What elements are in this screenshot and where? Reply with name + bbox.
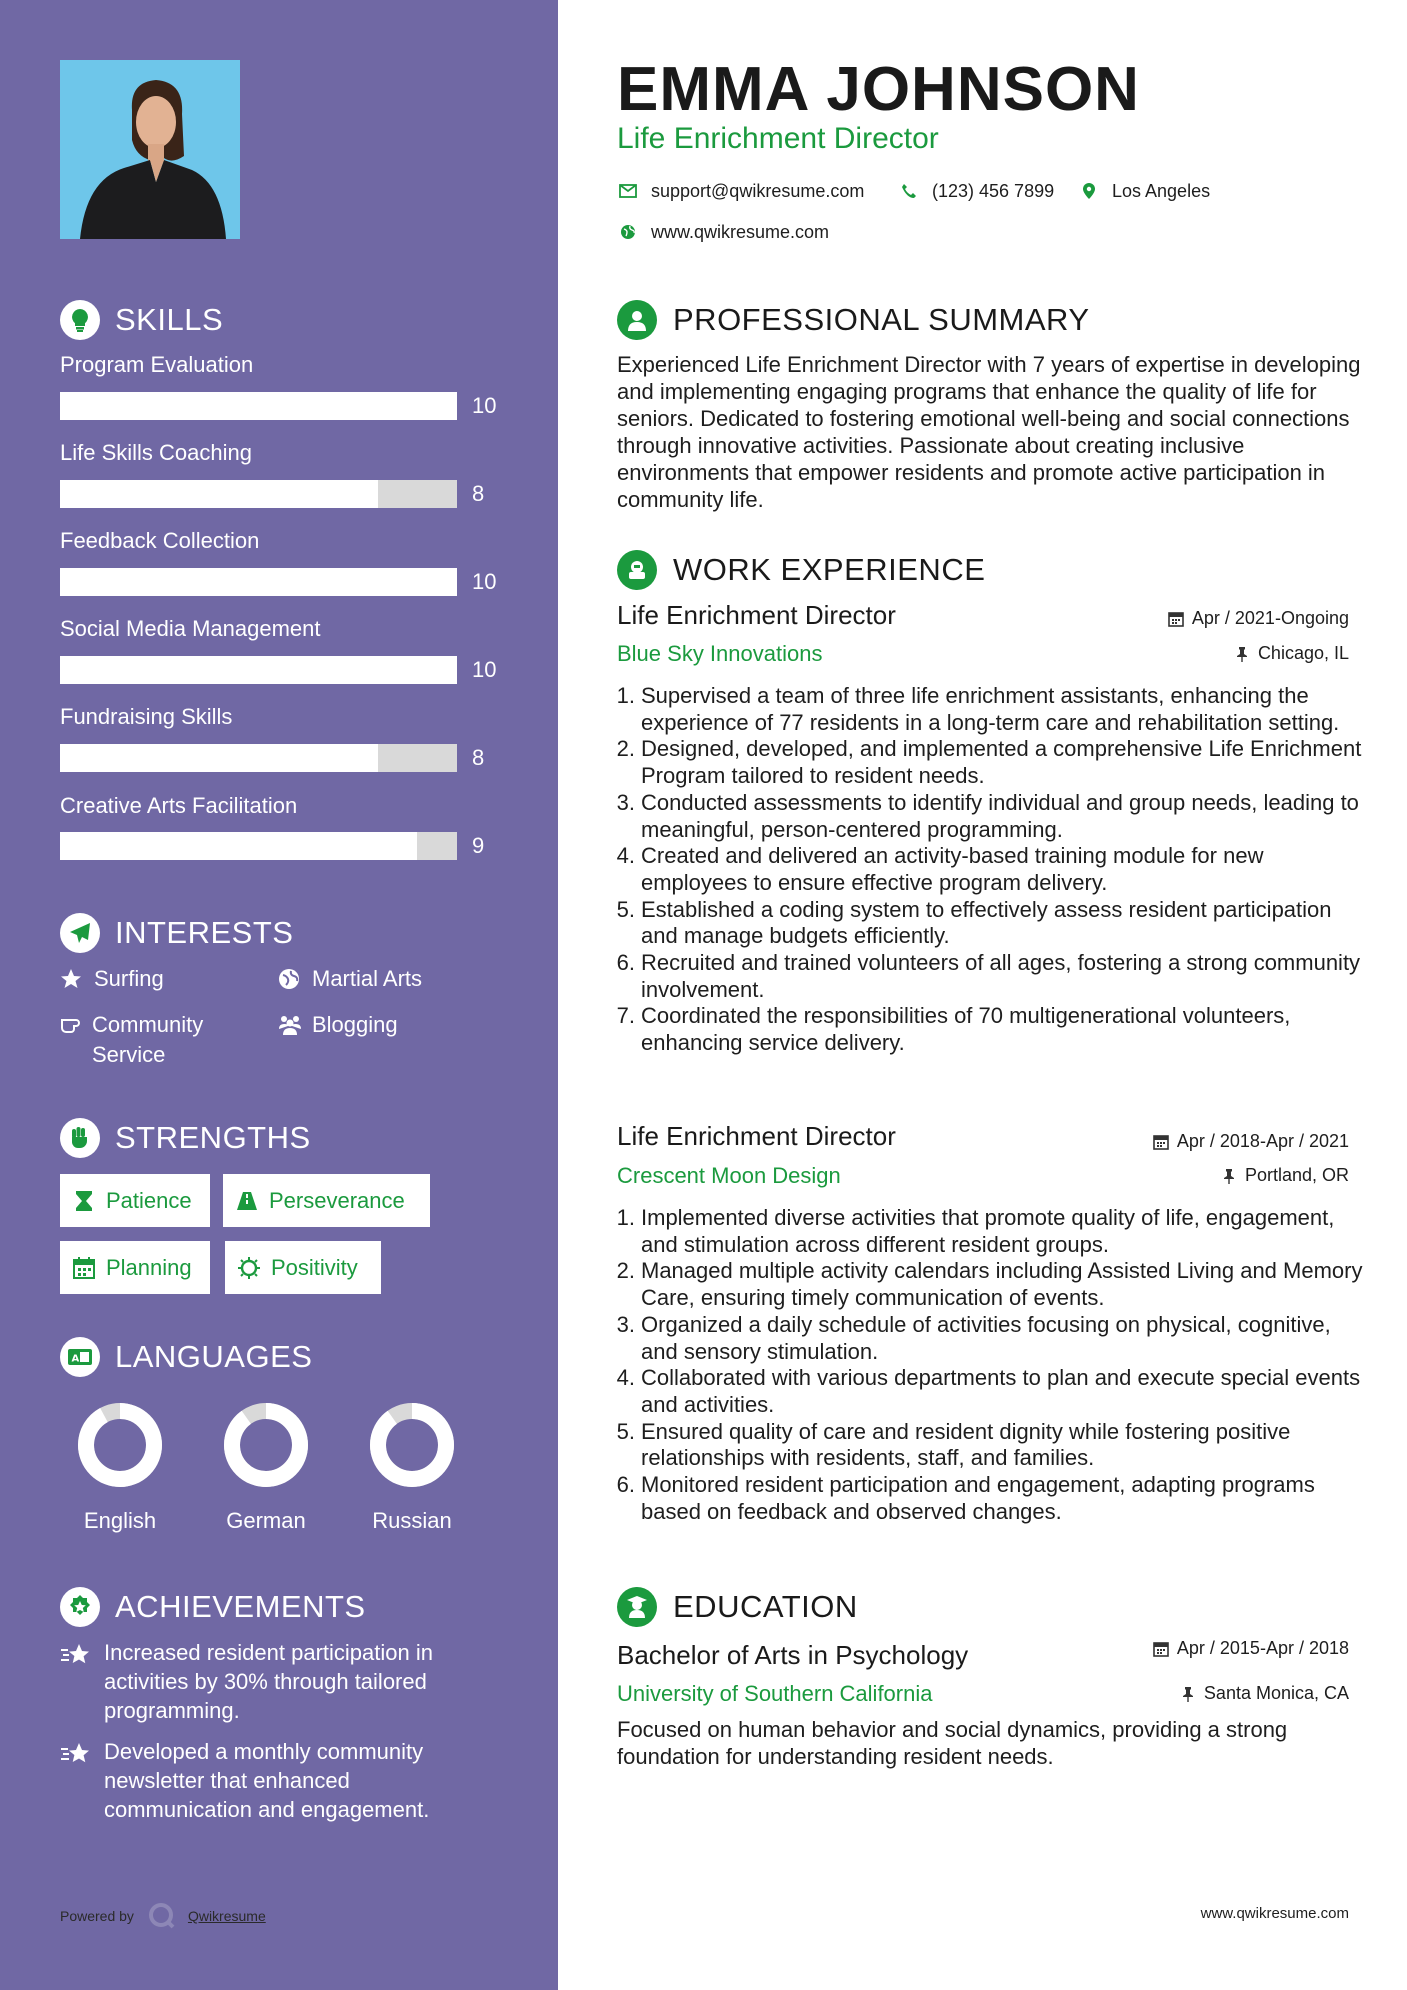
- skill-bar-fill: [60, 656, 457, 684]
- calendar-icon: [1151, 1639, 1171, 1659]
- skills-header: [60, 300, 223, 340]
- shooting-star-icon: [60, 1638, 94, 1725]
- skill-bar-fill: [60, 392, 457, 420]
- paper-plane-icon: [60, 913, 100, 953]
- list-item: 1. Implemented diverse activities that promote quality of life, engagement, and stimulation across different resident groups.: [605, 1205, 1365, 1258]
- pushpin-icon: [1178, 1684, 1198, 1704]
- profile-photo: [60, 60, 240, 239]
- contact-location: [1078, 180, 1210, 202]
- strength-label: Patience: [106, 1187, 192, 1213]
- interests-header: [60, 913, 293, 953]
- summary-title: PROFESSIONAL SUMMARY: [673, 302, 1090, 337]
- skill-bar: [60, 744, 457, 772]
- job-bullets: [605, 683, 1365, 1057]
- map-pin-icon: [1078, 180, 1100, 202]
- location-text: Los Angeles: [1112, 180, 1211, 201]
- email-text: support@qwikresume.com: [651, 180, 865, 201]
- star-icon: [60, 964, 84, 994]
- skill-value: 9: [472, 833, 485, 858]
- strength-label: Perseverance: [269, 1187, 405, 1213]
- skill-label: Creative Arts Facilitation: [60, 793, 298, 818]
- education-title: EDUCATION: [673, 1589, 858, 1624]
- hand-icon: [60, 1010, 82, 1040]
- job-location-text: Chicago, IL: [1257, 643, 1349, 663]
- powered-by-brand-link[interactable]: Qwikresume: [187, 1908, 266, 1924]
- list-item: 3. Organized a daily schedule of activities focusing on physical, cognitive, and sensory stimulation.: [605, 1312, 1365, 1365]
- skill-value: 10: [472, 657, 497, 682]
- list-item: 6. Recruited and trained volunteers of all ages, fostering a strong community involvement.: [605, 950, 1365, 1003]
- contact-website[interactable]: [617, 221, 829, 243]
- calendar-icon: [1166, 609, 1186, 629]
- summary-header: [617, 300, 1090, 340]
- interest-label: Martial Arts: [312, 966, 423, 991]
- job-company: Crescent Moon Design: [617, 1163, 841, 1188]
- skill-bar: [60, 392, 457, 420]
- bullet-text: Supervised a team of three life enrichment assistants, enhancing the experience of 77 residents in a long-term care and rehabilitation setting.: [641, 683, 1340, 735]
- briefcase-icon: [617, 550, 657, 590]
- language-label: Russian: [372, 1508, 452, 1533]
- list-item: 6. Monitored resident participation and engagement, adapting programs based on feedback and observed changes.: [605, 1472, 1365, 1525]
- achievements-header: [60, 1587, 366, 1627]
- education-location: [1178, 1683, 1349, 1704]
- bullet-text: Organized a daily schedule of activities focusing on physical, cognitive, and sensory stimulation.: [641, 1311, 1331, 1364]
- interest-item: [278, 964, 422, 994]
- job-dates-text: Apr / 2021-Ongoing: [1191, 608, 1349, 628]
- achievement-text: Increased resident participation in activities by 30% through tailored programming.: [104, 1640, 433, 1723]
- phone-icon: [898, 180, 920, 202]
- skill-bar-fill: [60, 480, 378, 508]
- achievement-item: [60, 1737, 500, 1824]
- hourglass-icon: [72, 1189, 96, 1213]
- experience-title: WORK EXPERIENCE: [673, 552, 986, 587]
- list-item: 4. Collaborated with various departments to plan and execute special events and activities.: [605, 1365, 1365, 1418]
- skill-label: Social Media Management: [60, 616, 321, 641]
- sun-icon: [237, 1256, 261, 1280]
- bullet-text: Collaborated with various departments to plan and execute special events and activities.: [641, 1365, 1361, 1417]
- contact-email[interactable]: [617, 180, 864, 202]
- language-label: German: [226, 1508, 306, 1533]
- strength-label: Positivity: [271, 1254, 358, 1280]
- skill-bar: [60, 656, 457, 684]
- qwikresume-logo-icon: [148, 1902, 176, 1930]
- list-item: 2. Managed multiple activity calendars including Assisted Living and Memory Care, ensuring timely communication of events.: [605, 1258, 1365, 1311]
- shooting-star-icon: [60, 1737, 94, 1824]
- phone-text: (123) 456 7899: [932, 180, 1055, 201]
- bullet-text: Ensured quality of care and resident dignity while fostering positive relationships with residents, staff, and families.: [641, 1418, 1291, 1471]
- calendar-icon: [1151, 1132, 1171, 1152]
- list-item: 1. Supervised a team of three life enrichment assistants, enhancing the experience of 77 residents in a long-term care and rehabilitation setting.: [605, 683, 1365, 736]
- education-header: [617, 1587, 858, 1627]
- language-label: English: [83, 1508, 157, 1533]
- graduation-icon: [617, 1587, 657, 1627]
- user-icon: [617, 300, 657, 340]
- lightbulb-icon: [60, 300, 100, 340]
- bullet-text: Designed, developed, and implemented a comprehensive Life Enrichment Program tailored to resident needs.: [641, 736, 1362, 789]
- list-item: 7. Coordinated the responsibilities of 70 multigenerational volunteers, enhancing service delivery.: [605, 1003, 1365, 1056]
- skill-value: 8: [472, 745, 485, 770]
- contact-phone[interactable]: [898, 180, 1054, 202]
- strength-badge: [60, 1241, 210, 1294]
- job-title: Life Enrichment Director: [617, 122, 939, 155]
- interests-title: INTERESTS: [115, 915, 294, 950]
- fist-icon: [60, 1118, 100, 1158]
- skill-value: 8: [472, 481, 485, 506]
- bullet-text: Coordinated the responsibilities of 70 multigenerational volunteers, enhancing service delivery.: [641, 1003, 1291, 1056]
- interest-label: Surfing: [94, 966, 164, 991]
- skill-label: Fundraising Skills: [60, 704, 233, 729]
- road-icon: [235, 1189, 259, 1213]
- award-icon: [60, 1587, 100, 1627]
- list-item: 3. Conducted assessments to identify individual and group needs, leading to meaningful, person-centered programming.: [605, 790, 1365, 843]
- website-text: www.qwikresume.com: [651, 221, 830, 242]
- job-role: Life Enrichment Director: [617, 600, 896, 630]
- language-ring: [221, 1400, 311, 1490]
- job-dates-text: Apr / 2018-Apr / 2021: [1176, 1131, 1349, 1151]
- job-dates: [1166, 608, 1349, 629]
- experience-header: [617, 550, 985, 590]
- footer-website[interactable]: www.qwikresume.com: [1200, 1905, 1349, 1922]
- language-ring-fill: [232, 1411, 300, 1479]
- strengths-header: [60, 1118, 311, 1158]
- candidate-name: EMMA JOHNSON: [617, 55, 1140, 124]
- globe-icon: [617, 221, 639, 243]
- skill-label: Life Skills Coaching: [60, 440, 252, 465]
- skill-label: Program Evaluation: [60, 352, 254, 377]
- education-description: Focused on human behavior and social dynamics, providing a strong foundation for understanding resident needs.: [617, 1717, 1288, 1769]
- skill-value: 10: [472, 569, 497, 594]
- job-company: Blue Sky Innovations: [617, 641, 823, 666]
- skill-bar-fill: [60, 568, 457, 596]
- list-item: 5. Ensured quality of care and resident dignity while fostering positive relationships with residents, staff, and families.: [605, 1419, 1365, 1472]
- bullet-text: Created and delivered an activity-based training module for new employees to ensure effective program delivery.: [641, 843, 1264, 895]
- job-location-text: Portland, OR: [1244, 1165, 1349, 1185]
- skill-bar: [60, 568, 457, 596]
- languages-header: [60, 1337, 312, 1377]
- skill-bar-fill: [60, 832, 417, 860]
- bullet-text: Conducted assessments to identify individual and group needs, leading to meaningful, person-centered programming.: [641, 789, 1359, 842]
- skill-label: Feedback Collection: [60, 528, 260, 553]
- job-dates: [1151, 1131, 1349, 1152]
- strength-label: Planning: [106, 1254, 192, 1280]
- strength-badge: [60, 1174, 210, 1227]
- users-icon: [278, 1010, 302, 1040]
- envelope-icon: [617, 180, 639, 202]
- achievements-title: ACHIEVEMENTS: [115, 1589, 366, 1624]
- sidebar: [0, 0, 558, 1990]
- education-dates-text: Apr / 2015-Apr / 2018: [1176, 1638, 1349, 1658]
- education-dates: [1151, 1638, 1349, 1659]
- list-item: 4. Created and delivered an activity-based training module for new employees to ensure effective program delivery.: [605, 843, 1365, 896]
- skill-value: 10: [472, 393, 497, 418]
- summary-text: Experienced Life Enrichment Director with 7 years of expertise in developing and implementing engaging programs that enhance the quality of life for seniors. Dedicated to fostering emotional well-being and social connections through innovative activities. Passionate about creating inclusive environments that empower residents and promote active participation in community life.: [617, 352, 1361, 512]
- skill-bar: [60, 832, 457, 860]
- education-degree: Bachelor of Arts in Psychology: [617, 1640, 969, 1670]
- achievement-item: [60, 1638, 500, 1725]
- language-ring: [367, 1400, 457, 1490]
- interest-item: [60, 1010, 250, 1070]
- skill-bar-fill: [60, 744, 378, 772]
- interest-item: [278, 1010, 398, 1040]
- interest-label: Blogging: [312, 1012, 398, 1037]
- interest-item: [60, 964, 164, 994]
- pushpin-icon: [1232, 644, 1252, 664]
- bullet-text: Established a coding system to effectively assess resident participation and manage budgets efficiently.: [641, 896, 1332, 949]
- list-item: 2. Designed, developed, and implemented a comprehensive Life Enrichment Program tailored to resident needs.: [605, 736, 1365, 789]
- interest-label: Community Service: [92, 1012, 204, 1067]
- language-ring-fill: [378, 1411, 446, 1479]
- bullet-text: Implemented diverse activities that promote quality of life, engagement, and stimulation across different resident groups.: [641, 1205, 1335, 1257]
- bullet-text: Managed multiple activity calendars including Assisted Living and Memory Care, ensuring timely communication of events.: [641, 1258, 1363, 1311]
- strengths-title: STRENGTHS: [115, 1120, 311, 1155]
- bullet-text: Monitored resident participation and engagement, adapting programs based on feedback and observed changes.: [641, 1472, 1315, 1524]
- globe-icon: [278, 964, 302, 994]
- job-bullets: [605, 1205, 1365, 1525]
- skill-bar: [60, 480, 457, 508]
- strength-badge: [223, 1174, 430, 1227]
- languages-title: LANGUAGES: [115, 1339, 313, 1374]
- education-location-text: Santa Monica, CA: [1203, 1683, 1349, 1703]
- bullet-text: Recruited and trained volunteers of all ages, fostering a strong community involvement.: [641, 950, 1361, 1002]
- language-icon: [60, 1337, 100, 1377]
- strength-badge: [225, 1241, 381, 1294]
- education-school: University of Southern California: [617, 1681, 933, 1706]
- language-ring-fill: [86, 1411, 154, 1479]
- pushpin-icon: [1219, 1166, 1239, 1186]
- powered-by-label: Powered by: [60, 1908, 134, 1924]
- calendar-icon: [72, 1256, 96, 1280]
- job-role: Life Enrichment Director: [617, 1121, 896, 1151]
- skills-title: SKILLS: [115, 302, 224, 337]
- job-location: [1232, 643, 1349, 664]
- job-location: [1219, 1165, 1349, 1186]
- achievement-text: Developed a monthly community newsletter that enhanced communication and engagement.: [104, 1739, 430, 1822]
- language-ring: [75, 1400, 165, 1490]
- list-item: 5. Established a coding system to effectively assess resident participation and manage budgets efficiently.: [605, 897, 1365, 950]
- powered-by: [60, 1902, 266, 1930]
- svg-text:A: A: [71, 1353, 80, 1365]
